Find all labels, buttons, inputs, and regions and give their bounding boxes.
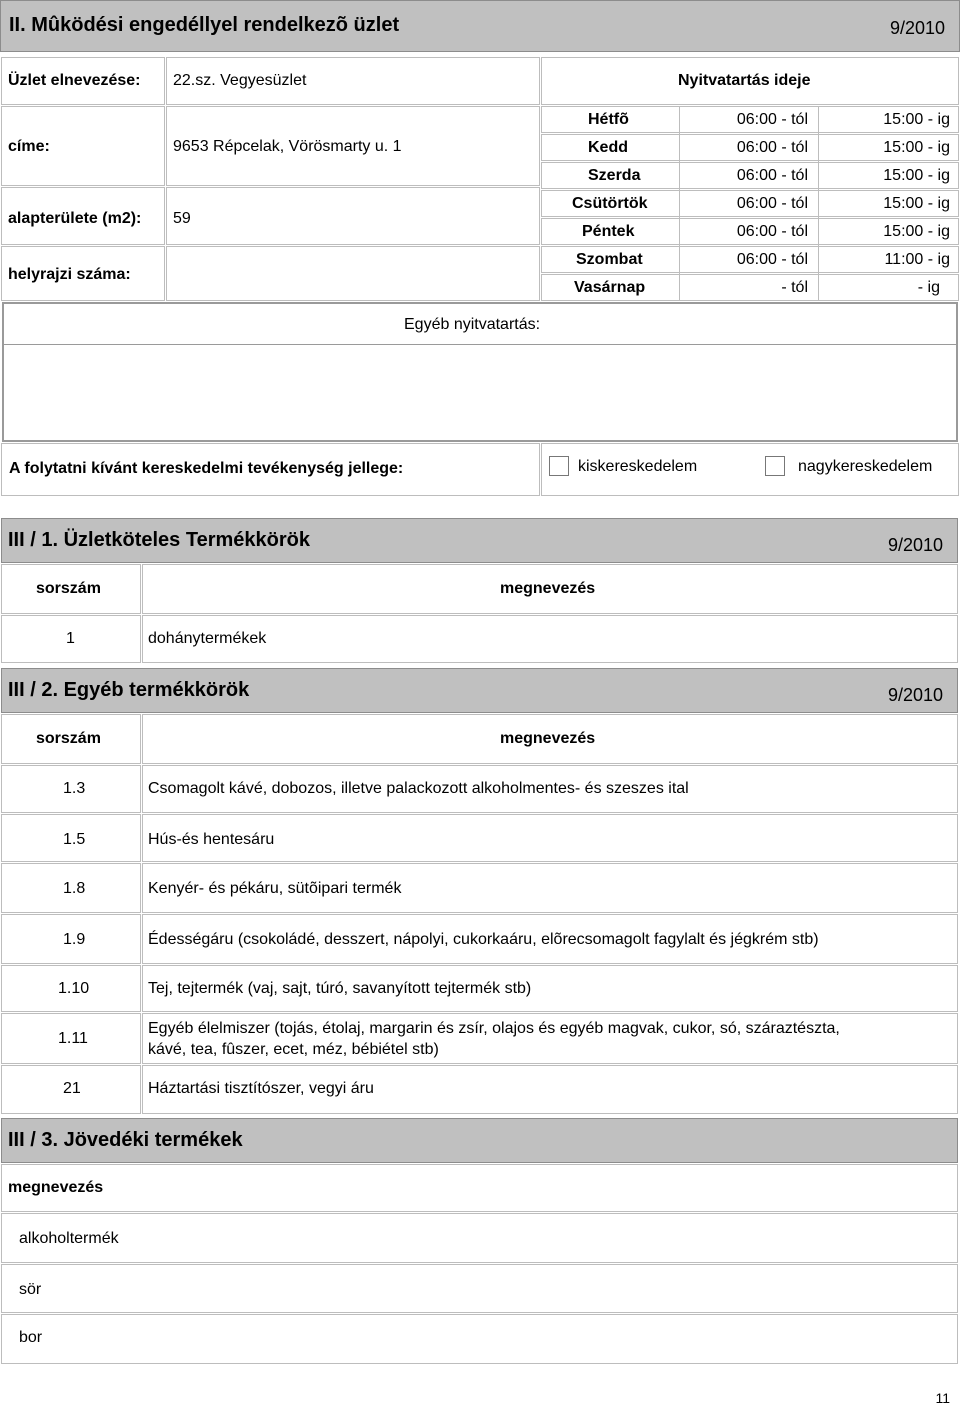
list-item — [1, 1213, 958, 1263]
table-row — [1, 1065, 141, 1114]
hours-from: 06:00 - tól — [736, 195, 808, 212]
section-2-title: II. Mûködési engedéllyel rendelkezõ üzlet — [9, 14, 400, 36]
hours-to: 11:00 - ig — [884, 251, 950, 268]
table-row — [1, 814, 141, 862]
day-label: Csütörtök — [572, 195, 648, 212]
row-num: 21 — [63, 1080, 81, 1097]
hours-from: 06:00 - tól — [736, 167, 808, 184]
col-name-header — [142, 564, 958, 614]
shop-name-value: 22.sz. Vegyesüzlet — [173, 72, 307, 89]
section-3-2-header — [1, 668, 958, 713]
row-name-line-1: Egyéb élelmiszer (tojás, étolaj, margarin és zsír, olajos és egyéb magvak, cukor, só, száraztészta, — [148, 1020, 840, 1037]
parcel-value-cell — [166, 246, 540, 301]
other-hours-divider — [4, 344, 956, 345]
row-name: dohánytermékek — [148, 630, 267, 647]
row-num: 1.11 — [58, 1030, 88, 1047]
section-3-1-header — [1, 518, 958, 563]
retail-label: kiskereskedelem — [578, 458, 698, 475]
table-row — [142, 765, 958, 813]
day-label: Péntek — [582, 223, 635, 240]
row-name: Háztartási tisztítószer, vegyi áru — [148, 1080, 374, 1097]
address-value: 9653 Répcelak, Vörösmarty u. 1 — [173, 138, 402, 155]
hours-row-wednesday — [541, 162, 959, 189]
hours-to: 15:00 - ig — [883, 223, 950, 240]
section-3-3-header — [1, 1118, 958, 1163]
retail-checkbox[interactable] — [549, 456, 569, 476]
hours-row-sunday — [541, 274, 959, 301]
other-hours-box — [2, 302, 958, 442]
hours-title-cell — [541, 57, 959, 105]
table-row — [142, 914, 958, 964]
page-number: 11 — [935, 1390, 950, 1406]
col-name-label: megnevezés — [500, 730, 596, 747]
col-name-header — [1, 1164, 958, 1212]
row-num: 1.9 — [63, 931, 86, 948]
hours-row-saturday — [541, 246, 959, 273]
section-3-1-year: 9/2010 — [887, 535, 943, 555]
table-row — [1, 914, 141, 964]
hours-row-monday — [541, 106, 959, 133]
col-num-label: sorszám — [36, 730, 101, 747]
section-3-1-title: III / 1. Üzletköteles Termékkörök — [8, 529, 310, 551]
list-item — [1, 1264, 958, 1313]
hours-divider-1 — [679, 106, 680, 301]
address-label: címe: — [8, 138, 50, 155]
day-label: Kedd — [588, 139, 628, 156]
col-name-label: megnevezés — [500, 580, 596, 597]
row-name: Kenyér- és pékáru, sütõipari termék — [148, 880, 402, 897]
area-label: alapterülete (m2): — [8, 210, 142, 227]
row-num: 1 — [66, 630, 75, 647]
col-name-header — [142, 714, 958, 764]
excise-item: bor — [19, 1329, 43, 1346]
wholesale-checkbox[interactable] — [765, 456, 785, 476]
other-hours-label: Egyéb nyitvatartás: — [404, 316, 541, 333]
area-label-cell — [1, 187, 165, 245]
table-row — [1, 615, 141, 663]
table-row — [1, 765, 141, 813]
table-row — [142, 965, 958, 1012]
hours-from: 06:00 - tól — [736, 139, 808, 156]
hours-divider-2 — [818, 106, 819, 301]
hours-from: - tól — [781, 279, 808, 296]
day-label: Hétfõ — [588, 111, 629, 128]
table-row — [142, 615, 958, 663]
hours-to: 15:00 - ig — [883, 111, 950, 128]
hours-from: 06:00 - tól — [736, 111, 808, 128]
hours-title: Nyitvatartás ideje — [678, 72, 811, 89]
row-name: Csomagolt kávé, dobozos, illetve palackozott alkoholmentes- és szeszes ital — [148, 780, 689, 797]
section-2-year: 9/2010 — [889, 18, 945, 38]
section-3-2-title: III / 2. Egyéb termékkörök — [8, 679, 250, 701]
table-row — [1, 863, 141, 913]
wholesale-label: nagykereskedelem — [798, 458, 933, 475]
hours-row-friday — [541, 218, 959, 245]
section-3-3-title: III / 3. Jövedéki termékek — [8, 1129, 243, 1151]
table-row — [142, 863, 958, 913]
row-name: Hús-és hentesáru — [148, 831, 275, 848]
parcel-label: helyrajzi száma: — [8, 266, 131, 283]
parcel-label-cell — [1, 246, 165, 301]
col-num-label: sorszám — [36, 580, 101, 597]
row-num: 1.3 — [63, 780, 86, 797]
excise-item: alkoholtermék — [19, 1230, 119, 1247]
table-row — [142, 1013, 958, 1064]
row-name-line-2: kávé, tea, fûszer, ecet, méz, bébiétel stb) — [148, 1041, 439, 1058]
hours-from: 06:00 - tól — [736, 251, 808, 268]
name-label-cell — [1, 57, 165, 105]
hours-to: 15:00 - ig — [883, 167, 950, 184]
shop-name-label: Üzlet elnevezése: — [8, 72, 141, 89]
hours-from: 06:00 - tól — [736, 223, 808, 240]
day-label: Vasárnap — [574, 279, 646, 296]
table-row — [1, 1013, 141, 1064]
section-3-2-year: 9/2010 — [887, 685, 943, 705]
table-row — [142, 1065, 958, 1114]
hours-to: - ig — [917, 279, 940, 296]
area-value-cell — [166, 187, 540, 245]
activity-label-cell — [1, 443, 540, 496]
col-num-header — [1, 714, 141, 764]
table-row — [1, 965, 141, 1012]
row-num: 1.5 — [63, 831, 86, 848]
table-row — [142, 814, 958, 862]
hours-row-thursday — [541, 190, 959, 217]
day-label: Szerda — [588, 167, 641, 184]
day-label: Szombat — [576, 251, 643, 268]
hours-row-tuesday — [541, 134, 959, 161]
row-num: 1.8 — [63, 880, 86, 897]
col-name-label: megnevezés — [8, 1179, 104, 1196]
row-name: Édességáru (csokoládé, desszert, nápolyi, cukorkaáru, elõrecsomagolt fagylalt és jégkrém stb) — [148, 931, 819, 948]
col-num-header — [1, 564, 141, 614]
list-item — [1, 1314, 958, 1364]
row-name: Tej, tejtermék (vaj, sajt, túró, savanyított tejtermék stb) — [148, 980, 532, 997]
hours-to: 15:00 - ig — [883, 139, 950, 156]
section-2-header — [0, 0, 960, 52]
name-value-cell — [166, 57, 540, 105]
activity-options-cell — [541, 443, 959, 496]
address-label-cell — [1, 106, 165, 186]
excise-item: sör — [19, 1281, 42, 1298]
row-num: 1.10 — [58, 980, 90, 997]
area-value: 59 — [173, 210, 191, 227]
hours-to: 15:00 - ig — [883, 195, 950, 212]
address-value-cell — [166, 106, 540, 186]
activity-label: A folytatni kívánt kereskedelmi tevékenység jellege: — [9, 460, 404, 477]
